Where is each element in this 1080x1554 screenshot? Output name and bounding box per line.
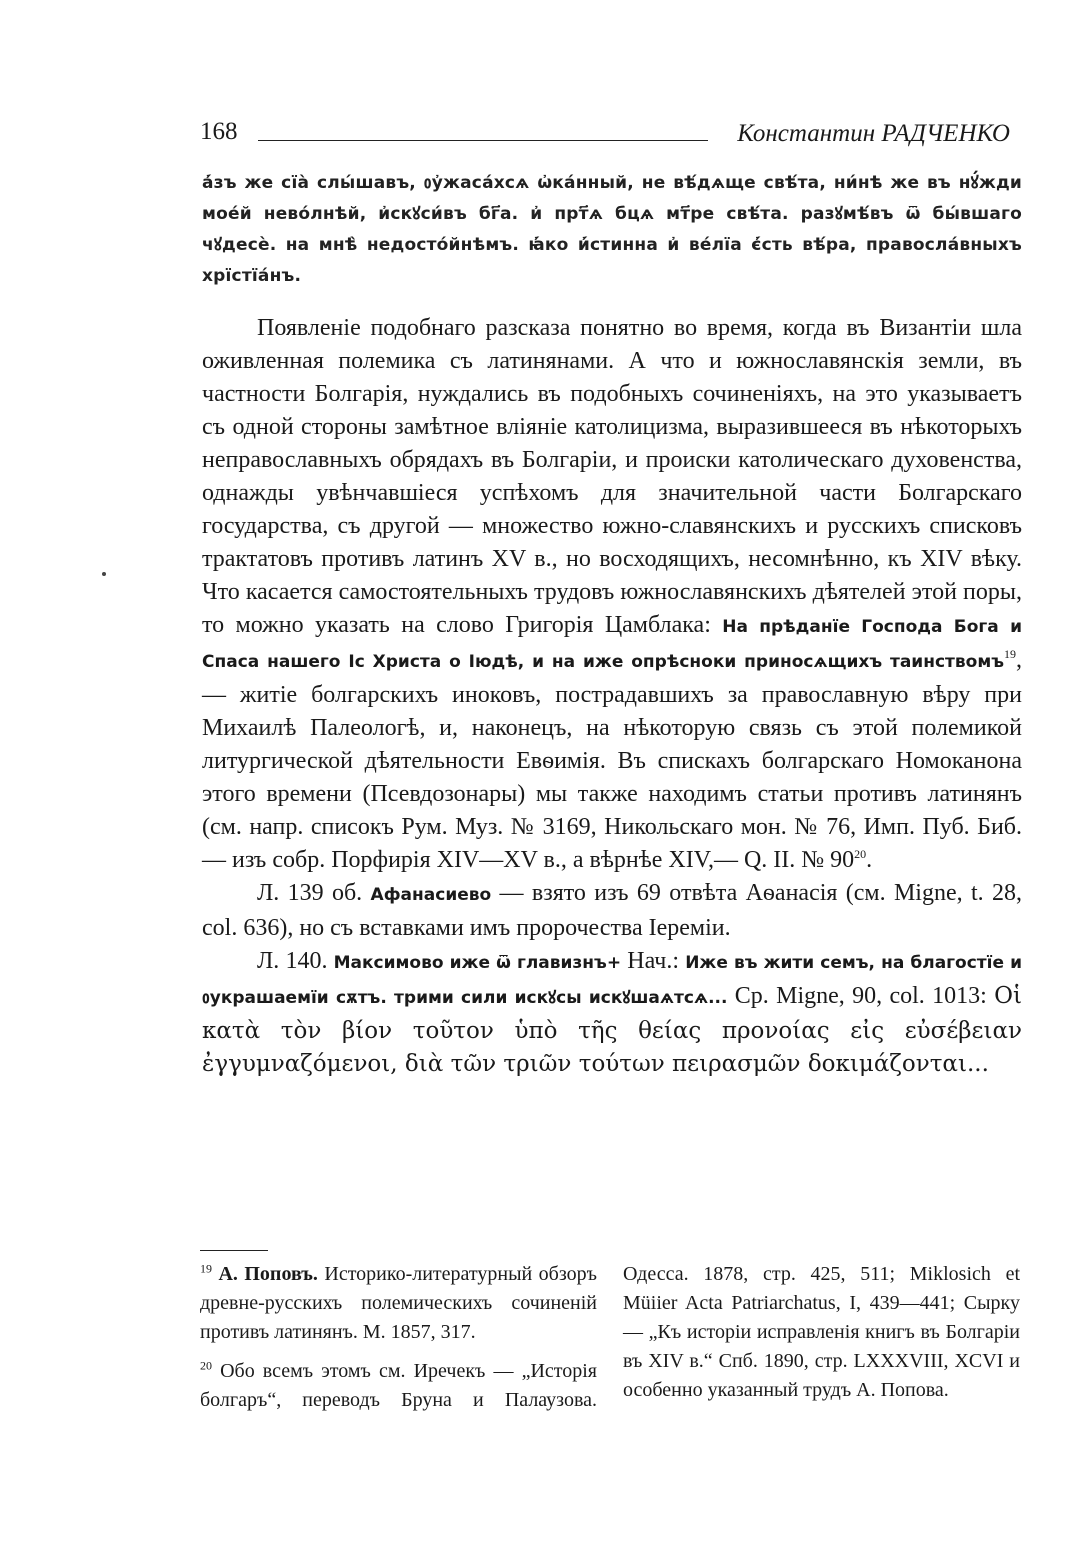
footnote-19-author: А. Поповъ. (218, 1263, 318, 1285)
maximus-incipit: Иже въ жити семъ, на благостїе и ᲂукрашаемїи сѫтъ. трими сили искꙋсы искꙋшаѧтсѧ... (202, 953, 1023, 1008)
paragraph-3-lead: Л. 140. (257, 948, 334, 974)
paragraph-1 (202, 312, 1022, 877)
footnote-ref-20: 20 (854, 847, 867, 861)
paragraph-1-text-cont: , — житіе болгарскихъ иноковъ, пострадавшихъ за православную вѣру при Михаилѣ Палеологѣ, и, наконецъ, на нѣкоторую связь съ этой полемикой литургической дѣятельности Евѳимія. Въ спискахъ болгарскаго Номоканона этого времени (Псевдозонары) мы также находимъ статьи противъ латинянъ (см. напр. списокъ Рум. Муз. № 3169, Никольскаго мон. № 76, Имп. Пуб. Биб. — изъ собр. Порфирія XIV—XV в., а вѣрнѣе XIV,— Q. II. № 90 (202, 647, 1022, 873)
scan-speck (102, 572, 106, 576)
footnote-19-text: Историко-литературный обзоръ древне-русскихъ полемическихъ сочиненій противъ латинянъ. М. 1857, 317. (200, 1263, 597, 1343)
paragraph-1-end: . (866, 847, 873, 873)
paragraph-3-nach: Нач.: (621, 948, 686, 974)
footnote-20-mark: 20 (200, 1358, 212, 1373)
paragraph-1-text: Появленіе подобнаго разсказа понятно во время, когда въ Византіи шла оживленная полемика съ латинянами. А что и южнославянскія земли, въ частности Болгарія, нуждались въ подобныхъ сочиненіяхъ, на это указываетъ съ одной стороны замѣтное вліяніе католицизма, выразившееся въ нѣкоторыхъ неправославныхъ обрядахъ въ Болгаріи, и происки католическаго духовенства, однажды увѣнчавшіеся успѣхомъ для значительной части Болгарскаго государства, съ другой — множество южно-славянскихъ и русскихъ списковъ трактатовъ противъ латинъ XV в., но восходящихъ, несомнѣнно, къ XIV вѣку. Что касается самостоятельныхъ трудовъ южнославянскихъ дѣятелей этой поры, то можно указать на слово Григорія Цамблака: (202, 315, 1022, 638)
paragraph-2 (202, 877, 1022, 945)
paragraph-2-lead: Л. 139 об. (257, 880, 371, 906)
paragraph-2-text: — взято изъ 69 отвѣта Аѳанасія (см. Migne, t. 28, col. 636), но съ вставками имъ пророчества Іереміи. (202, 880, 1022, 941)
footnote-rule (200, 1250, 268, 1251)
page-number: 168 (200, 118, 238, 145)
tsamblak-title: На прѣданїе Господа Бога и Спаса нашего Іс Христа о Іюдѣ, и на иже опрѣсноки приносѧщихъ таинствомъ (202, 617, 1022, 672)
paragraph-3 (202, 945, 1022, 1081)
footnotes (200, 1260, 1020, 1415)
footnote-19-mark: 19 (200, 1261, 212, 1276)
church-slavonic-quote: а҆́зъ же сїа̀ слы́шавъ, ᲂу҆жаса́хсѧ ѡ҆ка́нный, не вѣ́дѧще свѣ́та, ни́нѣ же въ нꙋ́жди мое́й нево́лнѣй, и҆скꙋси́въ бг҃а. и҆ прт҃ѧ бцѧ мт҃ре свѣ́та. разꙋмѣ́въ ѿ бы́вшаго чꙋдесѐ. на мнѣ̀ недосто́йнѣмъ. ꙗ҆́ко и҆́стинна и҆ ве́лїа є҆́сть вѣ́ра, правосла́вныхъ хрїстїа́нъ. (202, 173, 1022, 286)
maximus-title: Максимово иже ѿ главизнъ+ (333, 953, 622, 973)
footnote-19 (200, 1260, 597, 1347)
page-header (200, 118, 1020, 158)
running-head: Константин РАДЧЕНКО (737, 120, 1010, 147)
footnote-ref-19: 19 (1004, 647, 1016, 661)
greek-quote: Οἱ κατὰ τὸν βίον τοῦτον ὑπὸ τῆς θείας προνοίας εἰς εὐσέβειαν ἐγγυμναζόμενοι, διὰ τῶν τριῶν τούτων πειρασμῶν δοκιμάζονται... (202, 983, 1022, 1077)
header-rule (258, 140, 708, 141)
athanasius-title: Афанасиево (370, 885, 492, 905)
paragraph-3-text: Ср. Migne, 90, col. 1013: (727, 983, 995, 1009)
body-text (202, 312, 1022, 1081)
footnote-20-text: Обо всемъ этомъ см. Иречекъ — „Исторія болгаръ“, переводъ Бруна и Палаузова. Одесса. 1878, стр. 425, 511; Miklosich et Müiier Acta Patriarchatus, I, 439—441; Сырку — „Къ исторіи исправленія книгъ въ Болгаріи въ XIV в.“ Спб. 1890, стр. LXXXVIII, XCVI и особенно указанный трудъ А. Попова. (200, 1263, 1020, 1411)
